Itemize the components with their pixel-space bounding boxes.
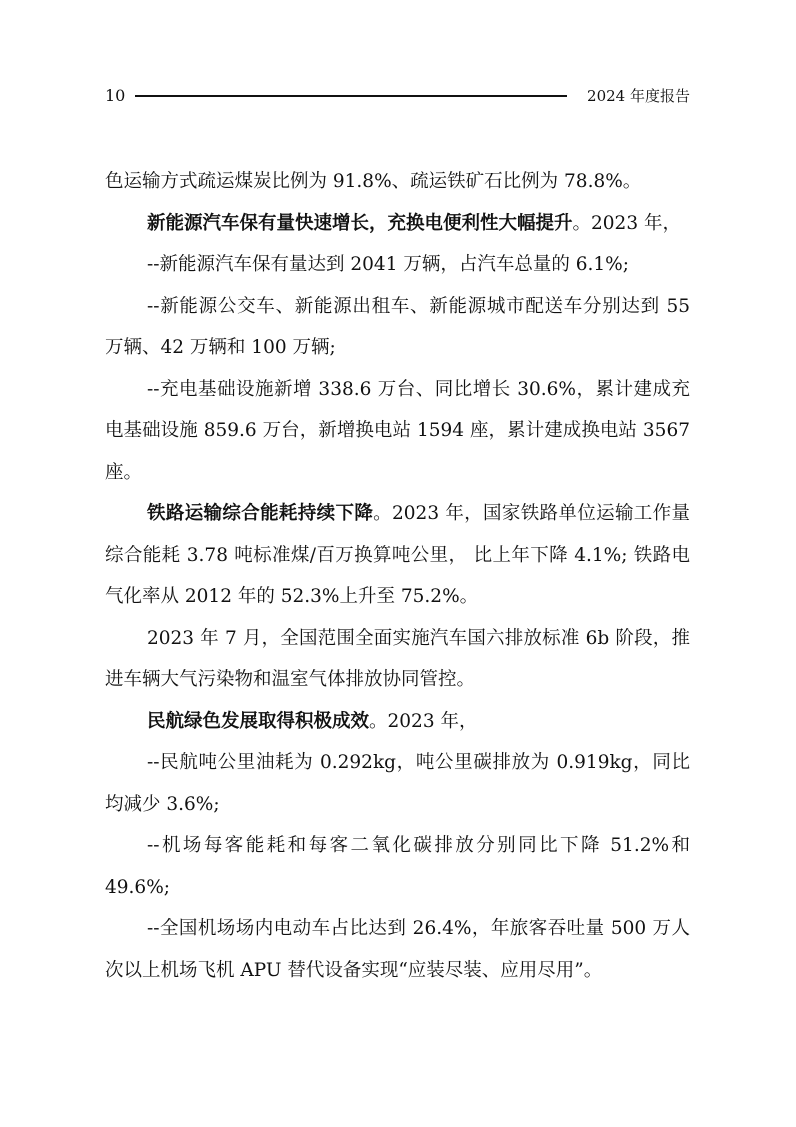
page-number: 10 bbox=[105, 86, 126, 105]
body-text bbox=[105, 161, 690, 991]
paragraph-aviation-fuel bbox=[105, 742, 690, 825]
paragraph-text: --新能源汽车保有量达到 2041 万辆，占汽车总量的 6.1%; bbox=[147, 254, 629, 275]
paragraph-bold-lead: 民航绿色发展取得积极成效 bbox=[147, 710, 370, 732]
paragraph-text: 。2023 年， bbox=[572, 212, 681, 234]
report-title: 2024 年度报告 bbox=[587, 87, 690, 105]
paragraph-text: 2023 年 7 月，全国范围全面实施汽车国六排放标准 6b 阶段，推进车辆大气污染物和温室气体排放协同管控。 bbox=[105, 627, 690, 690]
paragraph-nev-heading bbox=[105, 203, 690, 245]
paragraph-nev-stock bbox=[105, 244, 690, 286]
paragraph-airport-ev bbox=[105, 908, 690, 991]
paragraph-text: --新能源公交车、新能源出租车、新能源城市配送车分别达到 55 万辆、42 万辆和 100 万辆; bbox=[105, 295, 690, 358]
paragraph-text: --民航吨公里油耗为 0.292kg，吨公里碳排放为 0.919kg，同比均减少 3.6%; bbox=[105, 752, 690, 815]
paragraph-bold-lead: 新能源汽车保有量快速增长，充换电便利性大幅提升 bbox=[147, 212, 573, 234]
paragraph-airport-energy bbox=[105, 825, 690, 908]
paragraph-text: --全国机场场内电动车占比达到 26.4%，年旅客吞吐量 500 万人次以上机场飞机 APU 替代设备实现“应装尽装、应用尽用”。 bbox=[105, 918, 690, 981]
header-rule bbox=[135, 95, 567, 97]
paragraph-bold-lead: 铁路运输综合能耗持续下降 bbox=[147, 503, 374, 524]
paragraph-text: 。2023 年， bbox=[369, 710, 478, 732]
paragraph-continuation bbox=[105, 161, 690, 203]
paragraph-text: 色运输方式疏运煤炭比例为 91.8%、疏运铁矿石比例为 78.8%。 bbox=[105, 171, 642, 192]
paragraph-text: --充电基础设施新增 338.6 万台、同比增长 30.6%，累计建成充电基础设施 859.6 万台，新增换电站 1594 座，累计建成换电站 3567 座。 bbox=[105, 378, 690, 483]
paragraph-nev-fleet bbox=[105, 286, 690, 369]
paragraph-text: 。2023 年，国家铁路单位运输工作量综合能耗 3.78 吨标准煤/百万换算吨公里， 比上年下降 4.1%; 铁路电气化率从 2012 年的 52.3%上升至 75.2%。 bbox=[105, 503, 690, 607]
page-header bbox=[105, 84, 690, 108]
paragraph-text: --机场每客能耗和每客二氧化碳排放分别同比下降 51.2%和 49.6%; bbox=[105, 835, 690, 898]
paragraph-charging bbox=[105, 369, 690, 494]
paragraph-emission-standard bbox=[105, 618, 690, 701]
paragraph-aviation-heading bbox=[105, 701, 690, 743]
paragraph-railway bbox=[105, 493, 690, 618]
